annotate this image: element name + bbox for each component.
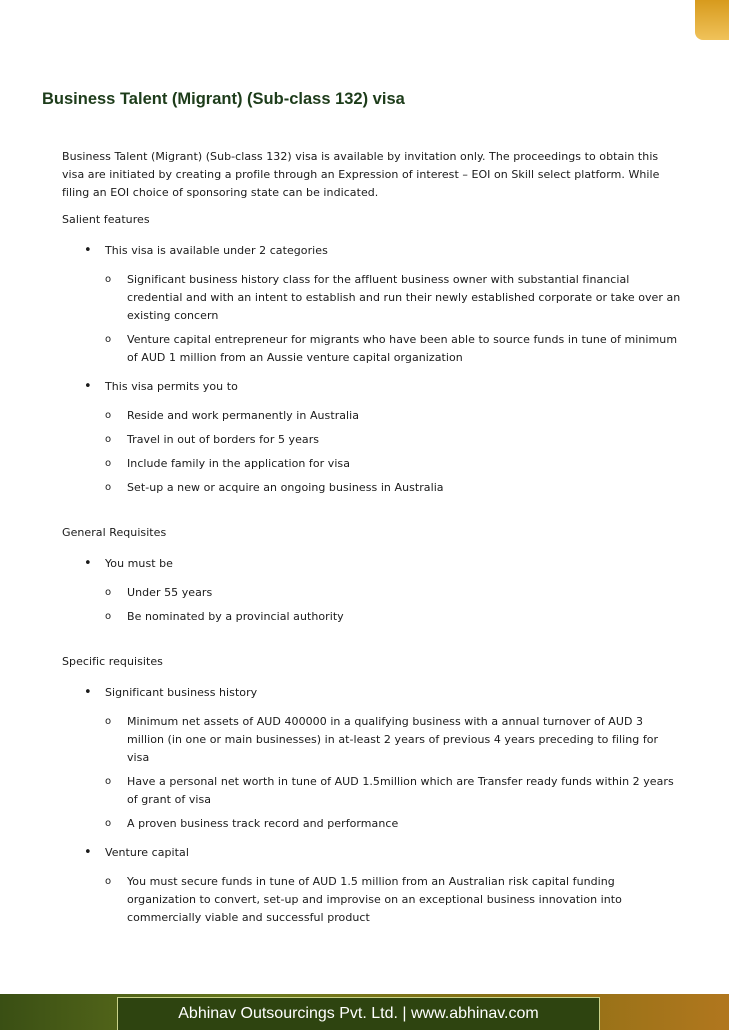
section-heading-general: General Requisites (62, 526, 167, 539)
list-item (62, 844, 682, 927)
general-list (62, 555, 682, 626)
sub-list (105, 713, 682, 833)
sub-list (105, 873, 682, 927)
section-heading-salient: Salient features (62, 213, 150, 226)
sub-list (105, 584, 682, 626)
sub-list (105, 407, 682, 497)
list-item (62, 242, 682, 367)
sub-list-item: o Under 55 years (105, 584, 682, 602)
list-item (62, 684, 682, 833)
list-item (62, 378, 682, 497)
sub-list-item: o Be nominated by a provincial authority (105, 608, 682, 626)
sub-list-item: o Include family in the application for visa (105, 455, 682, 473)
sub-list-item: o Minimum net assets of AUD 400000 in a qualifying business with a annual turnover of AUD 3 million (in one or main businesses) in at-least 2 years of previous 4 years preceding to filing for visa (105, 713, 682, 767)
sub-list-item: o Have a personal net worth in tune of AUD 1.5million which are Transfer ready funds within 2 years of grant of visa (105, 773, 682, 809)
page-title: Business Talent (Migrant) (Sub-class 132) visa (42, 90, 405, 108)
sub-list-item: o You must secure funds in tune of AUD 1.5 million from an Australian risk capital funding organization to convert, set-up and improvise on an exceptional business innovation into commercially viable and successful product (105, 873, 682, 927)
intro-paragraph: Business Talent (Migrant) (Sub-class 132) visa is available by invitation only. The proceedings to obtain this visa are initiated by creating a profile through an Expression of interest – EOI on Skill select platform. While filing an EOI choice of sponsoring state can be indicated. (62, 150, 660, 199)
sub-list-item: o Set-up a new or acquire an ongoing business in Australia (105, 479, 682, 497)
sub-list (105, 271, 682, 367)
sub-list-item: o Significant business history class for the affluent business owner with substantial financial credential and with an intent to establish and run their newly established corporate or take over an existing concern (105, 271, 682, 325)
footer-label: Abhinav Outsourcings Pvt. Ltd. | www.abhinav.com (117, 997, 600, 1030)
bullet-text: This visa is available under 2 categories (105, 244, 328, 257)
list-item (62, 555, 682, 626)
sub-list-item: o Venture capital entrepreneur for migrants who have been able to source funds in tune of minimum of AUD 1 million from an Aussie venture capital organization (105, 331, 682, 367)
specific-list (62, 684, 682, 927)
document-body (62, 148, 682, 938)
sub-list-item: o A proven business track record and performance (105, 815, 682, 833)
bullet-text: This visa permits you to (105, 380, 238, 393)
corner-decoration (695, 0, 729, 40)
bullet-text: Venture capital (105, 846, 189, 859)
bullet-text: Significant business history (105, 686, 258, 699)
bullet-text: You must be (105, 557, 173, 570)
sub-list-item: o Travel in out of borders for 5 years (105, 431, 682, 449)
section-heading-specific: Specific requisites (62, 655, 163, 668)
salient-list (62, 242, 682, 497)
sub-list-item: o Reside and work permanently in Australia (105, 407, 682, 425)
